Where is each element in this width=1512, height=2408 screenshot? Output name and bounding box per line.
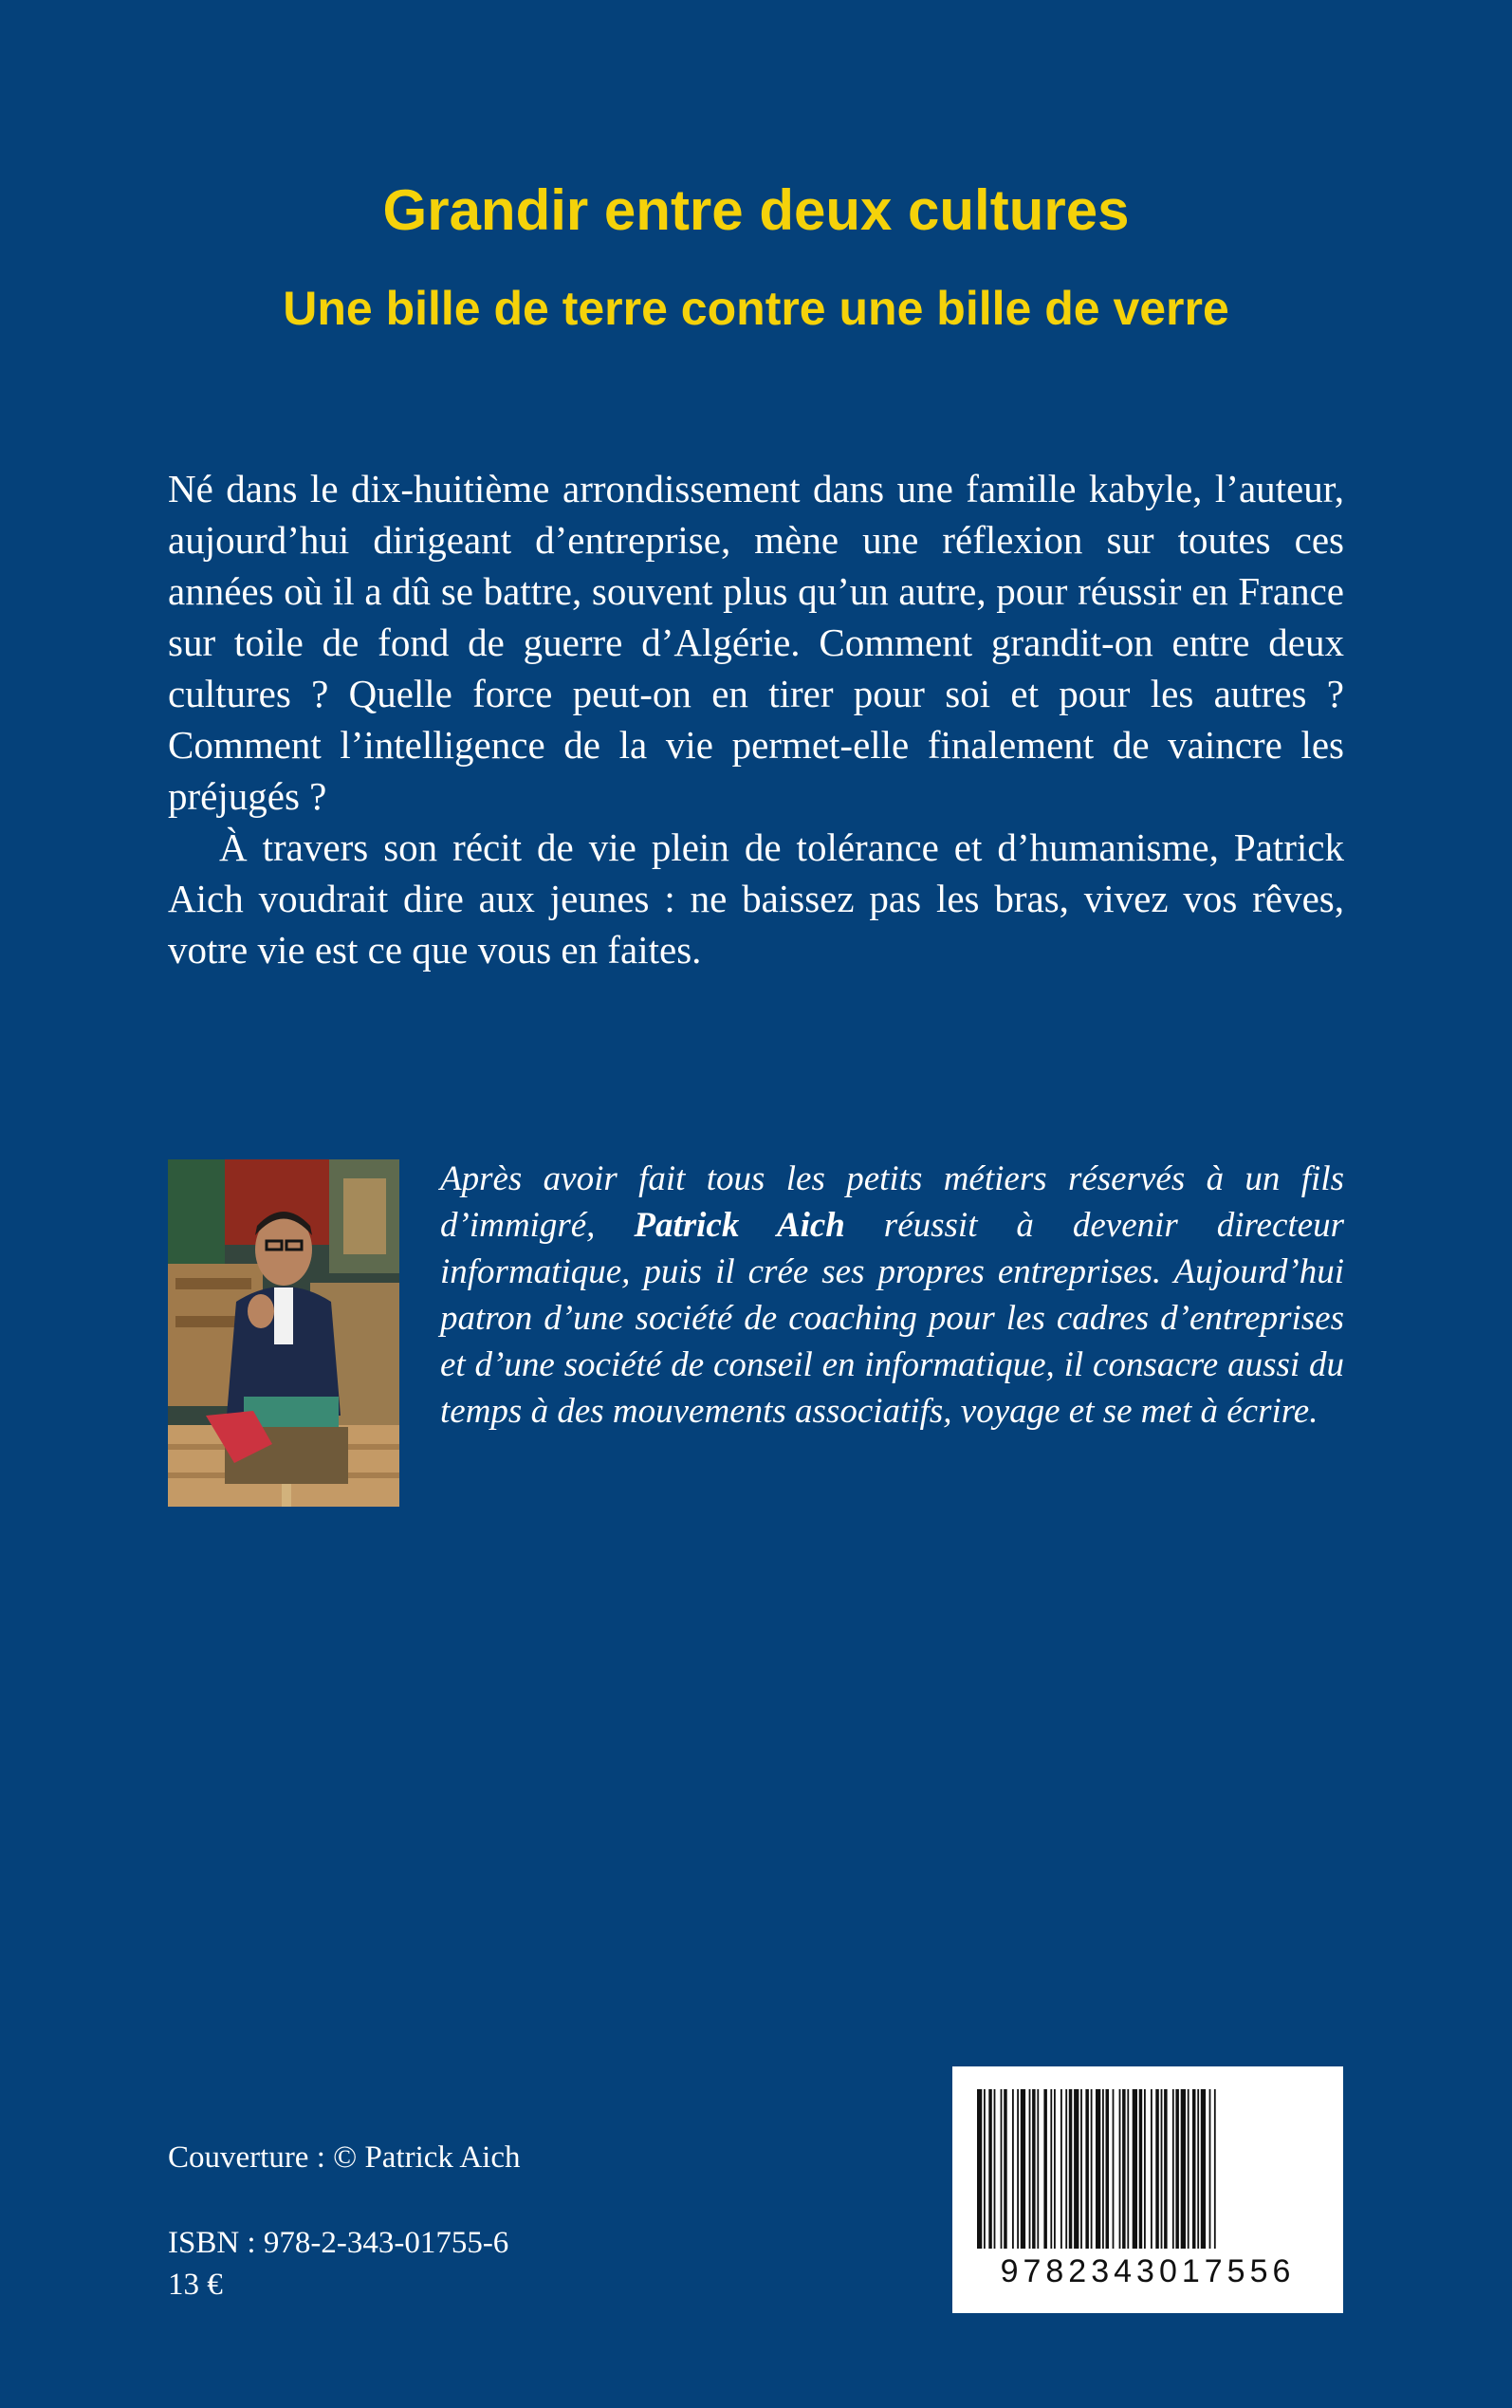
barcode-box [952,2066,1343,2313]
book-title: Grandir entre deux cultures [382,178,1130,242]
book-subtitle: Une bille de terre contre une bille de verre [283,282,1229,335]
back-cover-blurb [168,463,1344,975]
barcode-number: 9782343017556 [1000,2253,1296,2289]
author-bio-intro: Après avoir fait tous les petits métiers réservés à un fils d’immigré, [440,1159,1344,1245]
author-bio [440,1156,1344,1435]
author-name: Patrick Aich [634,1206,845,1245]
author-photo [168,1159,399,1507]
credits-block [168,2137,699,2306]
cover-credit: Couverture : © Patrick Aich [168,2140,521,2175]
blurb-paragraph-1: Né dans le dix-huitième arrondissement dans une famille kabyle, l’auteur, aujourd’hui dirigeant d’entreprise, mène une réflexion sur toutes ces années où il a dû se battre, souvent plus qu’un autre, pour réussir en France sur toile de fond de guerre d’Algérie. Comment grandit-on entre deux cultures ? Quelle force peut-on en tirer pour soi et pour les autres ? Comment l’intelligence de la vie permet-elle finalement de vaincre les préjugés ? [168,467,1344,818]
barcode-icon [971,2089,1324,2252]
blurb-paragraph-2: À travers son récit de vie plein de tolérance et d’humanisme, Patrick Aich voudrait dire aux jeunes : ne baissez pas les bras, vivez vos rêves, votre vie est ce que vous en faites. [168,825,1344,972]
author-bio-rest: réussit à devenir directeur informatique, puis il crée ses propres entreprises. Aujourd’hui patron d’une société de coaching pour les cadres d’entreprises et d’une société de conseil en informatique, il consacre aussi du temps à des mouvements associatifs, voyage et se met à écrire. [440,1206,1344,1431]
isbn-text: ISBN : 978-2-343-01755-6 [168,2226,509,2260]
price-text: 13 € [168,2268,223,2302]
